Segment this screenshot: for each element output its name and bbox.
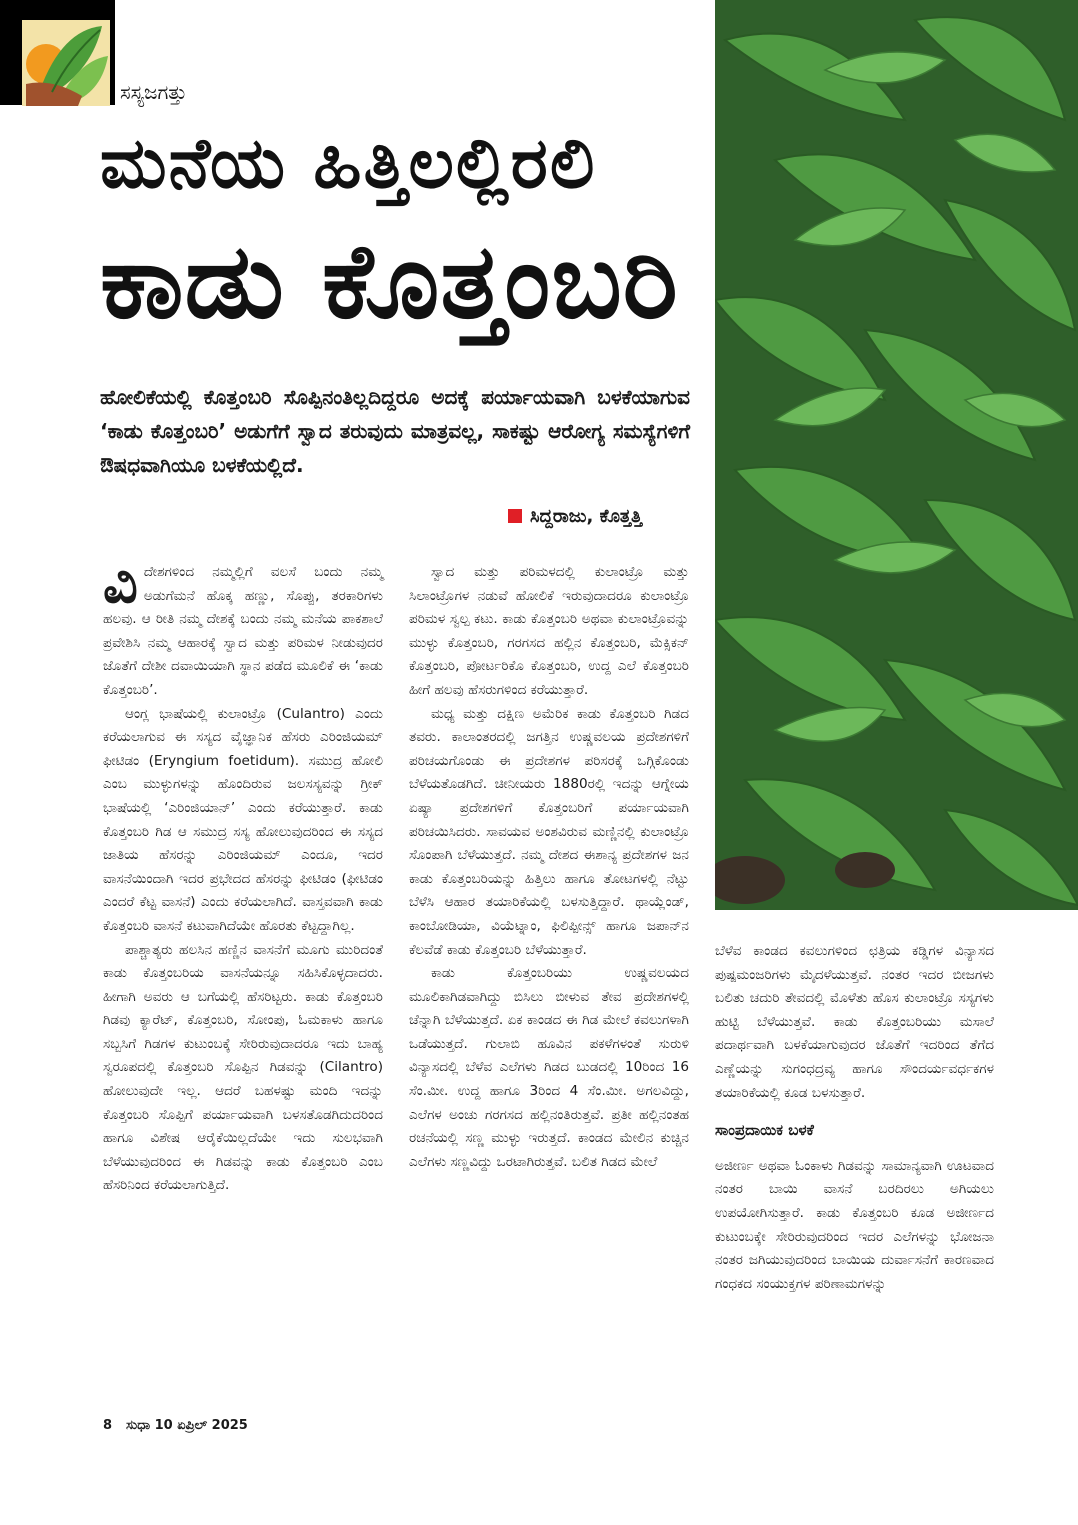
section-label: ಸಸ್ಯಜಗತ್ತು [120,80,187,104]
body-paragraph: ಅಜೀರ್ಣ ಅಥವಾ ಓಂಕಾಳು ಗಿಡವನ್ನು ಸಾಮಾನ್ಯವಾಗಿ ಊಟವಾದ ನಂತರ ಬಾಯಿ ವಾಸನೆ ಬರದಿರಲು ಅಗಿಯಲು ಉಪಯೋಗಿಸುತ್ತಾರೆ. ಕಾಡು ಕೊತ್ತಂಬರಿ ಕೂಡ ಅಜೀರ್ಣದ ಕುಟುಂಬಕ್ಕೇ ಸೇರಿರುವುದರಿಂದ ಇದರ ಎಲೆಗಳನ್ನು ಭೋಜನಾ ನಂತರ ಜಗಿಯುವುದರಿಂದ ಬಾಯಿಯ ದುರ್ವಾಸನೆಗೆ ಕಾರಣವಾದ ಗಂಧಕದ ಸಂಯುಕ್ತಗಳ ಪರಿಣಾಮಗಳನ್ನು [715,1157,994,1292]
body-paragraph: ಬೆಳೆವ ಕಾಂಡದ ಕವಲುಗಳಿಂದ ಛತ್ರಿಯ ಕಡ್ಡಿಗಳ ವಿನ್ಯಾಸದ ಪುಷ್ಪಮಂಜರಿಗಳು ಮೈದಳೆಯುತ್ತವೆ. ನಂತರ ಇದರ ಬೀಜಗಳು ಬಲಿತು ಚದುರಿ ತೇವದಲ್ಲಿ ಮೊಳೆತು ಹೊಸ ಕುಲಾಂಟ್ರೊ ಸಸ್ಯಗಳು ಹುಟ್ಟಿ ಬೆಳೆಯುತ್ತವೆ. ಕಾಡು ಕೊತ್ತಂಬರಿಯು ಮಸಾಲೆ ಪದಾರ್ಥವಾಗಿ ಬಳಕೆಯಾಗುವುದರ ಜೊತೆಗೆ ಇದರಿಂದ ತೆಗೆದ ಎಣ್ಣೆಯನ್ನು ಸುಗಂಧದ್ರವ್ಯ ಹಾಗೂ ಸೌಂದರ್ಯವರ್ಧಕಗಳ ತಯಾರಿಕೆಯಲ್ಲಿ ಕೂಡ ಬಳಸುತ್ತಾರೆ. [715,943,994,1101]
byline [508,506,642,527]
headline-line-1: ಮನೆಯ ಹಿತ್ತಿಲಲ್ಲಿರಲಿ [100,122,597,204]
body-column-1 [103,552,383,1198]
dropcap: ವಿ [103,552,138,615]
headline-line-2: ಕಾಡು ಕೊತ್ತಂಬರಿ [100,220,679,342]
page-footer [103,1418,248,1433]
body-paragraph: ಆಂಗ್ಲ ಭಾಷೆಯಲ್ಲಿ ಕುಲಾಂಟ್ರೊ (Culantro) ಎಂದು ಕರೆಯಲಾಗುವ ಈ ಸಸ್ಯದ ವೈಜ್ಞಾನಿಕ ಹೆಸರು ಎರಿಂಜಿಯಮ್ ಫೀಟಿಡಂ (Eryngium foetidum). ಸಮುದ್ರ ಹೋಲಿ ಎಂಬ ಮುಳ್ಳುಗಳನ್ನು ಹೊಂದಿರುವ ಜಲಸಸ್ಯವನ್ನು ಗ್ರೀಕ್ ಭಾಷೆಯಲ್ಲಿ ‘ಎರಿಂಜಿಯಾನ್’ ಎಂದು ಕರೆಯುತ್ತಾರೆ. ಕಾಡು ಕೊತ್ತಂಬರಿ ಗಿಡ ಆ ಸಮುದ್ರ ಸಸ್ಯ ಹೋಲುವುದರಿಂದ ಈ ಸಸ್ಯದ ಜಾತಿಯ ಹೆಸರನ್ನು ಎರಿಂಜಿಯಮ್ ಎಂದೂ, ಇದರ ವಾಸನೆಯಿಂದಾಗಿ ಇದರ ಪ್ರಭೇದದ ಹೆಸರನ್ನು ಫೀಟಿಡಂ (ಫೀಟಿಡಂ ಎಂದರೆ ಕೆಟ್ಟ ವಾಸನೆ) ಎಂದು ಕರೆಯಲಾಗಿದೆ. ವಾಸ್ತವವಾಗಿ ಕಾಡು ಕೊತ್ತಂಬರಿ ವಾಸನೆ ಕಟುವಾಗಿದೆಯೇ ಹೊರತು ಕೆಟ್ಟದ್ದಾಗಿಲ್ಲ. [103,705,383,934]
deck-summary: ಹೋಲಿಕೆಯಲ್ಲಿ ಕೊತ್ತಂಬರಿ ಸೊಪ್ಪಿನಂತಿಲ್ಲದಿದ್ದರೂ ಅದಕ್ಕೆ ಪರ್ಯಾಯವಾಗಿ ಬಳಕೆಯಾಗುವ ‘ಕಾಡು ಕೊತ್ತಂಬರಿ’ ಅಡುಗೆಗೆ ಸ್ವಾದ ತರುವುದು ಮಾತ್ರವಲ್ಲ, ಸಾಕಷ್ಟು ಆರೋಗ್ಯ ಸಮಸ್ಯೆಗಳಿಗೆ ಔಷಧವಾಗಿಯೂ ಬಳಕೆಯಲ್ಲಿದೆ. [100,385,690,477]
leaf-logo-icon [22,20,110,106]
byline-author: ಸಿದ್ದರಾಜು, ಕೊತ್ತತ್ತಿ [530,506,643,527]
page-number: 8 [103,1418,113,1433]
body-paragraph: ಸ್ವಾದ ಮತ್ತು ಪರಿಮಳದಲ್ಲಿ ಕುಲಾಂಟ್ರೊ ಮತ್ತು ಸಿಲಾಂಟ್ರೊಗಳ ನಡುವೆ ಹೋಲಿಕೆ ಇರುವುದಾದರೂ ಕುಲಾಂಟ್ರೊ ಪರಿಮಳ ಸ್ವಲ್ಪ ಕಟು. ಕಾಡು ಕೊತ್ತಂಬರಿ ಅಥವಾ ಕುಲಾಂಟ್ರೊವನ್ನು ಮುಳ್ಳು ಕೊತ್ತಂಬರಿ, ಗರಗಸದ ಹಲ್ಲಿನ ಕೊತ್ತಂಬರಿ, ಮೆಕ್ಸಿಕನ್ ಕೊತ್ತಂಬರಿ, ಪೋರ್ಟರಿಕೊ ಕೊತ್ತಂಬರಿ, ಉದ್ದ ಎಲೆ ಕೊತ್ತಂಬರಿ ಹೀಗೆ ಹಲವು ಹೆಸರುಗಳಿಂದ ಕರೆಯುತ್ತಾರೆ. [409,564,689,698]
culantro-plant-photo [715,0,1078,910]
body-paragraph: ಕಾಡು ಕೊತ್ತಂಬರಿಯು ಉಷ್ಣವಲಯದ ಮೂಲಿಕಾಗಿಡವಾಗಿದ್ದು ಬಿಸಿಲು ಬೀಳುವ ತೇವ ಪ್ರದೇಶಗಳಲ್ಲಿ ಚೆನ್ನಾಗಿ ಬೆಳೆಯುತ್ತದೆ. ಏಕ ಕಾಂಡದ ಈ ಗಿಡ ಮೇಲೆ ಕವಲುಗಳಾಗಿ ಒಡೆಯುತ್ತದೆ. ಗುಲಾಬಿ ಹೂವಿನ ಪಕಳೆಗಳಂತೆ ಸುರುಳಿ ವಿನ್ಯಾಸದಲ್ಲಿ ಬೆಳೆವ ಎಲೆಗಳು ಗಿಡದ ಬುಡದಲ್ಲಿ 10ರಿಂದ 16 ಸೆಂ.ಮೀ. ಉದ್ದ ಹಾಗೂ 3ರಿಂದ 4 ಸೆಂ.ಮೀ. ಅಗಲವಿದ್ದು, ಎಲೆಗಳ ಅಂಚು ಗರಗಸದ ಹಲ್ಲಿನಂತಿರುತ್ತವೆ. ಪ್ರತೀ ಹಲ್ಲಿನಂತಹ ರಚನೆಯಲ್ಲಿ ಸಣ್ಣ ಮುಳ್ಳು ಇರುತ್ತದೆ. ಕಾಂಡದ ಮೇಲಿನ ಕುಚ್ಚಿನ ಎಲೆಗಳು ಸಣ್ಣವಿದ್ದು ಒರಟಾಗಿರುತ್ತವೆ. ಬಲಿತ ಗಿಡದ ಮೇಲೆ [409,965,689,1170]
body-column-3 [715,940,994,1296]
body-column-2 [409,561,689,1174]
issue-info: ಸುಧಾ 10 ಏಪ್ರಿಲ್ 2025 [126,1418,248,1433]
body-paragraph: ಪಾಶ್ಚಾತ್ಯರು ಹಲಸಿನ ಹಣ್ಣಿನ ವಾಸನೆಗೆ ಮೂಗು ಮುರಿದಂತೆ ಕಾಡು ಕೊತ್ತಂಬರಿಯ ವಾಸನೆಯನ್ನೂ ಸಹಿಸಿಕೊಳ್ಳದಾದರು. ಹೀಗಾಗಿ ಅವರು ಆ ಬಗೆಯಲ್ಲಿ ಹೆಸರಿಟ್ಟರು. ಕಾಡು ಕೊತ್ತಂಬರಿ ಗಿಡವು ಕ್ಯಾರೆಟ್, ಕೊತ್ತಂಬರಿ, ಸೋಂಪು, ಓಮಕಾಳು ಹಾಗೂ ಸಬ್ಬಸಿಗೆ ಗಿಡಗಳ ಕುಟುಂಬಕ್ಕೆ ಸೇರಿರುವುದಾದರೂ ಇದು ಬಾಹ್ಯ ಸ್ವರೂಪದಲ್ಲಿ ಕೊತ್ತಂಬರಿ ಸೊಪ್ಪಿನ ಗಿಡವನ್ನು (Cilantro) ಹೋಲುವುದೇ ಇಲ್ಲ. ಆದರೆ ಬಹಳಷ್ಟು ಮಂದಿ ಇದನ್ನು ಕೊತ್ತಂಬರಿ ಸೊಪ್ಪಿಗೆ ಪರ್ಯಾಯವಾಗಿ ಬಳಸತೊಡಗಿದುದರಿಂದ ಹಾಗೂ ವಿಶೇಷ ಆರೈಕೆಯಿಲ್ಲದೆಯೇ ಇದು ಸುಲಭವಾಗಿ ಬೆಳೆಯುವುದರಿಂದ ಈ ಗಿಡವನ್ನು ಕಾಡು ಕೊತ್ತಂಬರಿ ಎಂಬ ಹೆಸರಿನಿಂದ ಕರೆಯಲಾಗುತ್ತಿದೆ. [103,941,383,1194]
byline-marker [508,509,522,523]
logo-block [0,0,115,105]
body-paragraph: ಮಧ್ಯ ಮತ್ತು ದಕ್ಷಿಣ ಅಮೆರಿಕ ಕಾಡು ಕೊತ್ತಂಬರಿ ಗಿಡದ ತವರು. ಕಾಲಾಂತರದಲ್ಲಿ ಜಗತ್ತಿನ ಉಷ್ಣವಲಯ ಪ್ರದೇಶಗಳಿಗೆ ಪರಿಚಯಗೊಂಡು ಈ ಪ್ರದೇಶಗಳ ಪರಿಸರಕ್ಕೆ ಒಗ್ಗಿಕೊಂಡು ಬೆಳೆಯತೊಡಗಿದೆ. ಚೀನೀಯರು 1880ರಲ್ಲಿ ಇದನ್ನು ಆಗ್ನೇಯ ಏಷ್ಯಾ ಪ್ರದೇಶಗಳಿಗೆ ಕೊತ್ತಂಬರಿಗೆ ಪರ್ಯಾಯವಾಗಿ ಪರಿಚಯಿಸಿದರು. ಸಾವಯವ ಅಂಶವಿರುವ ಮಣ್ಣಿನಲ್ಲಿ ಕುಲಾಂಟ್ರೊ ಸೊಂಪಾಗಿ ಬೆಳೆಯುತ್ತದೆ. ನಮ್ಮ ದೇಶದ ಈಶಾನ್ಯ ಪ್ರದೇಶಗಳ ಜನ ಕಾಡು ಕೊತ್ತಂಬರಿಯನ್ನು ಹಿತ್ತಿಲು ಹಾಗೂ ತೋಟಗಳಲ್ಲಿ ನೆಟ್ಟು ಬೆಳೆಸಿ ಆಹಾರ ತಯಾರಿಕೆಯಲ್ಲಿ ಬಳಸುತ್ತಿದ್ದಾರೆ. ಥಾಯ್ಲೆಂಡ್, ಕಾಂಬೋಡಿಯಾ, ವಿಯೆಟ್ನಾಂ, ಫಿಲಿಪ್ಪೀನ್ಸ್ ಹಾಗೂ ಜಪಾನ್‌ನ ಕೆಲವೆಡೆ ಕಾಡು ಕೊತ್ತಂಬರಿ ಬೆಳೆಯುತ್ತಾರೆ. [409,705,689,958]
plant-leaves-illustration [715,0,1078,910]
body-paragraph: ವಿದೇಶಗಳಿಂದ ನಮ್ಮಲ್ಲಿಗೆ ವಲಸೆ ಬಂದು ನಮ್ಮ ಅಡುಗೆಮನೆ ಹೊಕ್ಕ ಹಣ್ಣು, ಸೊಪ್ಪು, ತರಕಾರಿಗಳು ಹಲವು. ಆ ರೀತಿ ನಮ್ಮ ದೇಶಕ್ಕೆ ಬಂದು ನಮ್ಮ ಮನೆಯ ಪಾಕಶಾಲೆ ಪ್ರವೇಶಿಸಿ ನಮ್ಮ ಆಹಾರಕ್ಕೆ ಸ್ವಾದ ಮತ್ತು ಪರಿಮಳ ನೀಡುವುದರ ಜೊತೆಗೆ ದೇಶೀ ದವಾಯಿಯಾಗಿ ಸ್ಥಾನ ಪಡೆದ ಮೂಲಿಕೆ ಈ ‘ಕಾಡು ಕೊತ್ತಂಬರಿ’. [103,552,383,698]
subheading: ಸಾಂಪ್ರದಾಯಿಕ ಬಳಕೆ [715,1121,814,1140]
